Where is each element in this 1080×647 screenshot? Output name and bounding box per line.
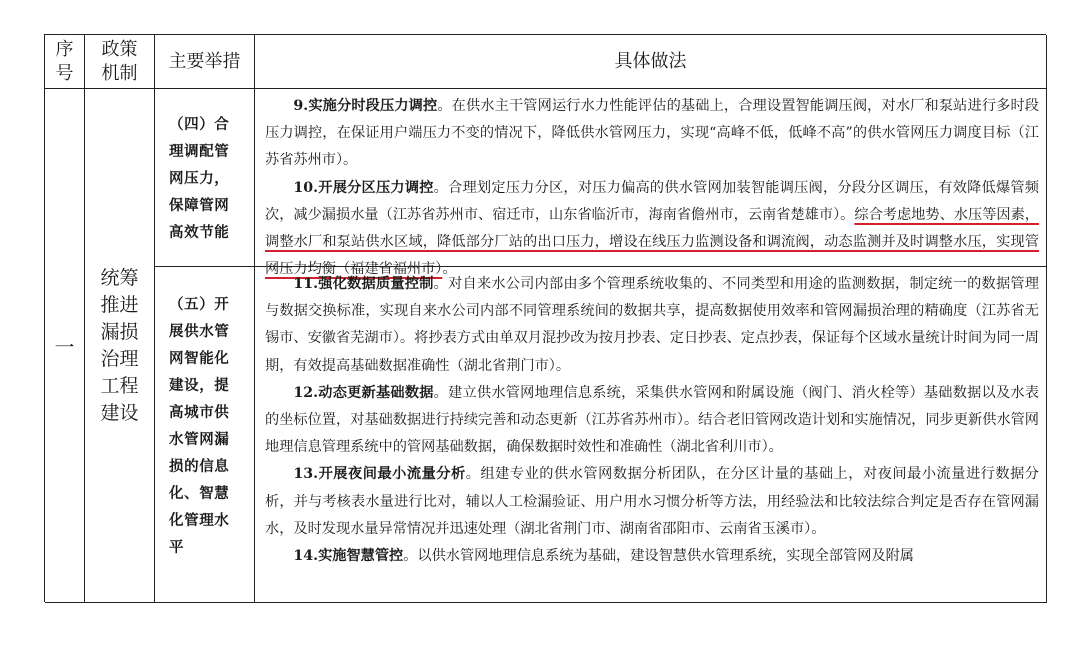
- header-measure: [155, 35, 255, 89]
- item-9-body: 。在供水主干管网运行水力性能评估的基础上，合理设置智能调压阀，对水厂和泵站进行多时段压力调控，在保证用户端压力不变的情况下，降低供水管网压力，实现“高峰不低，低峰不高”的供水管网压力调度目标（江苏省苏州市）。: [265, 98, 1039, 169]
- mechanism-line: 漏损: [100, 320, 139, 343]
- mechanism-line: 建设: [100, 401, 139, 424]
- item-13-title: 13.开展夜间最小流量分析: [293, 466, 466, 483]
- header-mech-line2: 机制: [101, 62, 138, 84]
- header-practice-label: 具体做法: [614, 50, 687, 72]
- item-11-title: 11.强化数据质量控制: [293, 276, 434, 292]
- practice-measure-4: [255, 89, 1047, 278]
- row-number: [45, 89, 85, 603]
- measure-4: [155, 89, 255, 267]
- mechanism-line: 工程: [100, 374, 139, 397]
- item-10-title: 10.开展分区压力调控: [293, 179, 434, 196]
- policy-mechanism: [85, 89, 155, 603]
- item-10-highlighted-text: 综合考虑地势、水压等因素，调整水厂和泵站供水区域，降低部分厂站的出口压力，增设在线压力监测设备和调流阀，动态监测并及时调整水压，实现管网压力均衡（福建省福州市）: [265, 206, 1039, 278]
- item-11-body: 。对自来水公司内部由多个管理系统收集的、不同类型和用途的监测数据，制定统一的数据管理与数据交换标准，实现自来水公司内部不同管理系统间的数据共享，提高数据使用效率和管网漏损治理的精确度（江苏省无锡市、安徽省芜湖市）。将抄表方式由单双月混抄改为按月抄表、定日抄表、定点抄表，保证每个区域水量统计时间为同一周期，有效提高基础数据准确性（湖北省荆门市）。: [265, 276, 1039, 374]
- item-10-body: 。合理划定压力分区，对压力偏高的供水管网加装智能调压阀，分段分区调压，有效降低爆管频次，减少漏损水量（江苏省苏州市、宿迁市，山东省临沂市，海南省儋州市，云南省楚雄市）。: [265, 179, 1039, 223]
- header-mechanism: [85, 35, 155, 89]
- practice-item-12: [265, 380, 1039, 462]
- practice-item-11: [265, 271, 1039, 380]
- measure-4-text: （四）合理调配管网压力，保障管网高效节能: [169, 116, 230, 241]
- mechanism-line: 推进: [100, 293, 139, 316]
- header-measure-label: 主要举措: [168, 50, 241, 72]
- measure-5-text: （五）开展供水管网智能化建设，提高城市供水管网漏损的信息化、智慧化管理水平: [169, 296, 230, 556]
- header-mech-line1: 政策: [101, 38, 138, 60]
- item-9-title: 9.实施分时段压力调控: [293, 98, 438, 114]
- mechanism-line: 统筹: [100, 266, 139, 289]
- practice-measure-5: [255, 267, 1047, 603]
- item-10-tail: 。: [442, 261, 457, 278]
- policy-table: [44, 34, 1046, 602]
- item-12-body: 。建立供水管网地理信息系统，采集供水管网和附属设施（阀门、消火栓等）基础数据以及水表的坐标位置，对基础数据进行持续完善和动态更新（江苏省苏州市）。结合老旧管网改造计划和实施情况，同步更新供水管网地理信息管理系统中的管网基础数据，确保数据时效性和准确性（湖北省利川市）。: [265, 384, 1039, 456]
- item-14-body: 。以供水管网地理信息系统为基础，建设智慧供水管理系统，实现全部管网及附属: [403, 548, 914, 565]
- item-14-title: 14.实施智慧管控: [293, 548, 404, 565]
- row-number-value: 一: [54, 335, 75, 359]
- header-practice: [255, 35, 1047, 89]
- practice-item-14: [265, 543, 1039, 570]
- practice-item-9: [265, 93, 1039, 175]
- measure-5: [155, 267, 255, 603]
- header-no-line1: 序: [55, 38, 74, 60]
- header-no: [45, 35, 85, 89]
- item-12-title: 12.动态更新基础数据: [293, 384, 434, 401]
- mechanism-line: 治理: [100, 347, 139, 370]
- practice-item-13: [265, 461, 1039, 543]
- item-13-body: 。组建专业的供水管网数据分析团队，在分区计量的基础上，对夜间最小流量进行数据分析，并与考核表水量进行比对，辅以人工检漏验证、用户用水习惯分析等方法，用经验法和比较法综合判定是否存在管网漏水，及时发现水量异常情况并迅速处理（湖北省荆门市、湖南省邵阳市、云南省玉溪市）。: [265, 466, 1039, 537]
- header-no-line2: 号: [55, 62, 74, 84]
